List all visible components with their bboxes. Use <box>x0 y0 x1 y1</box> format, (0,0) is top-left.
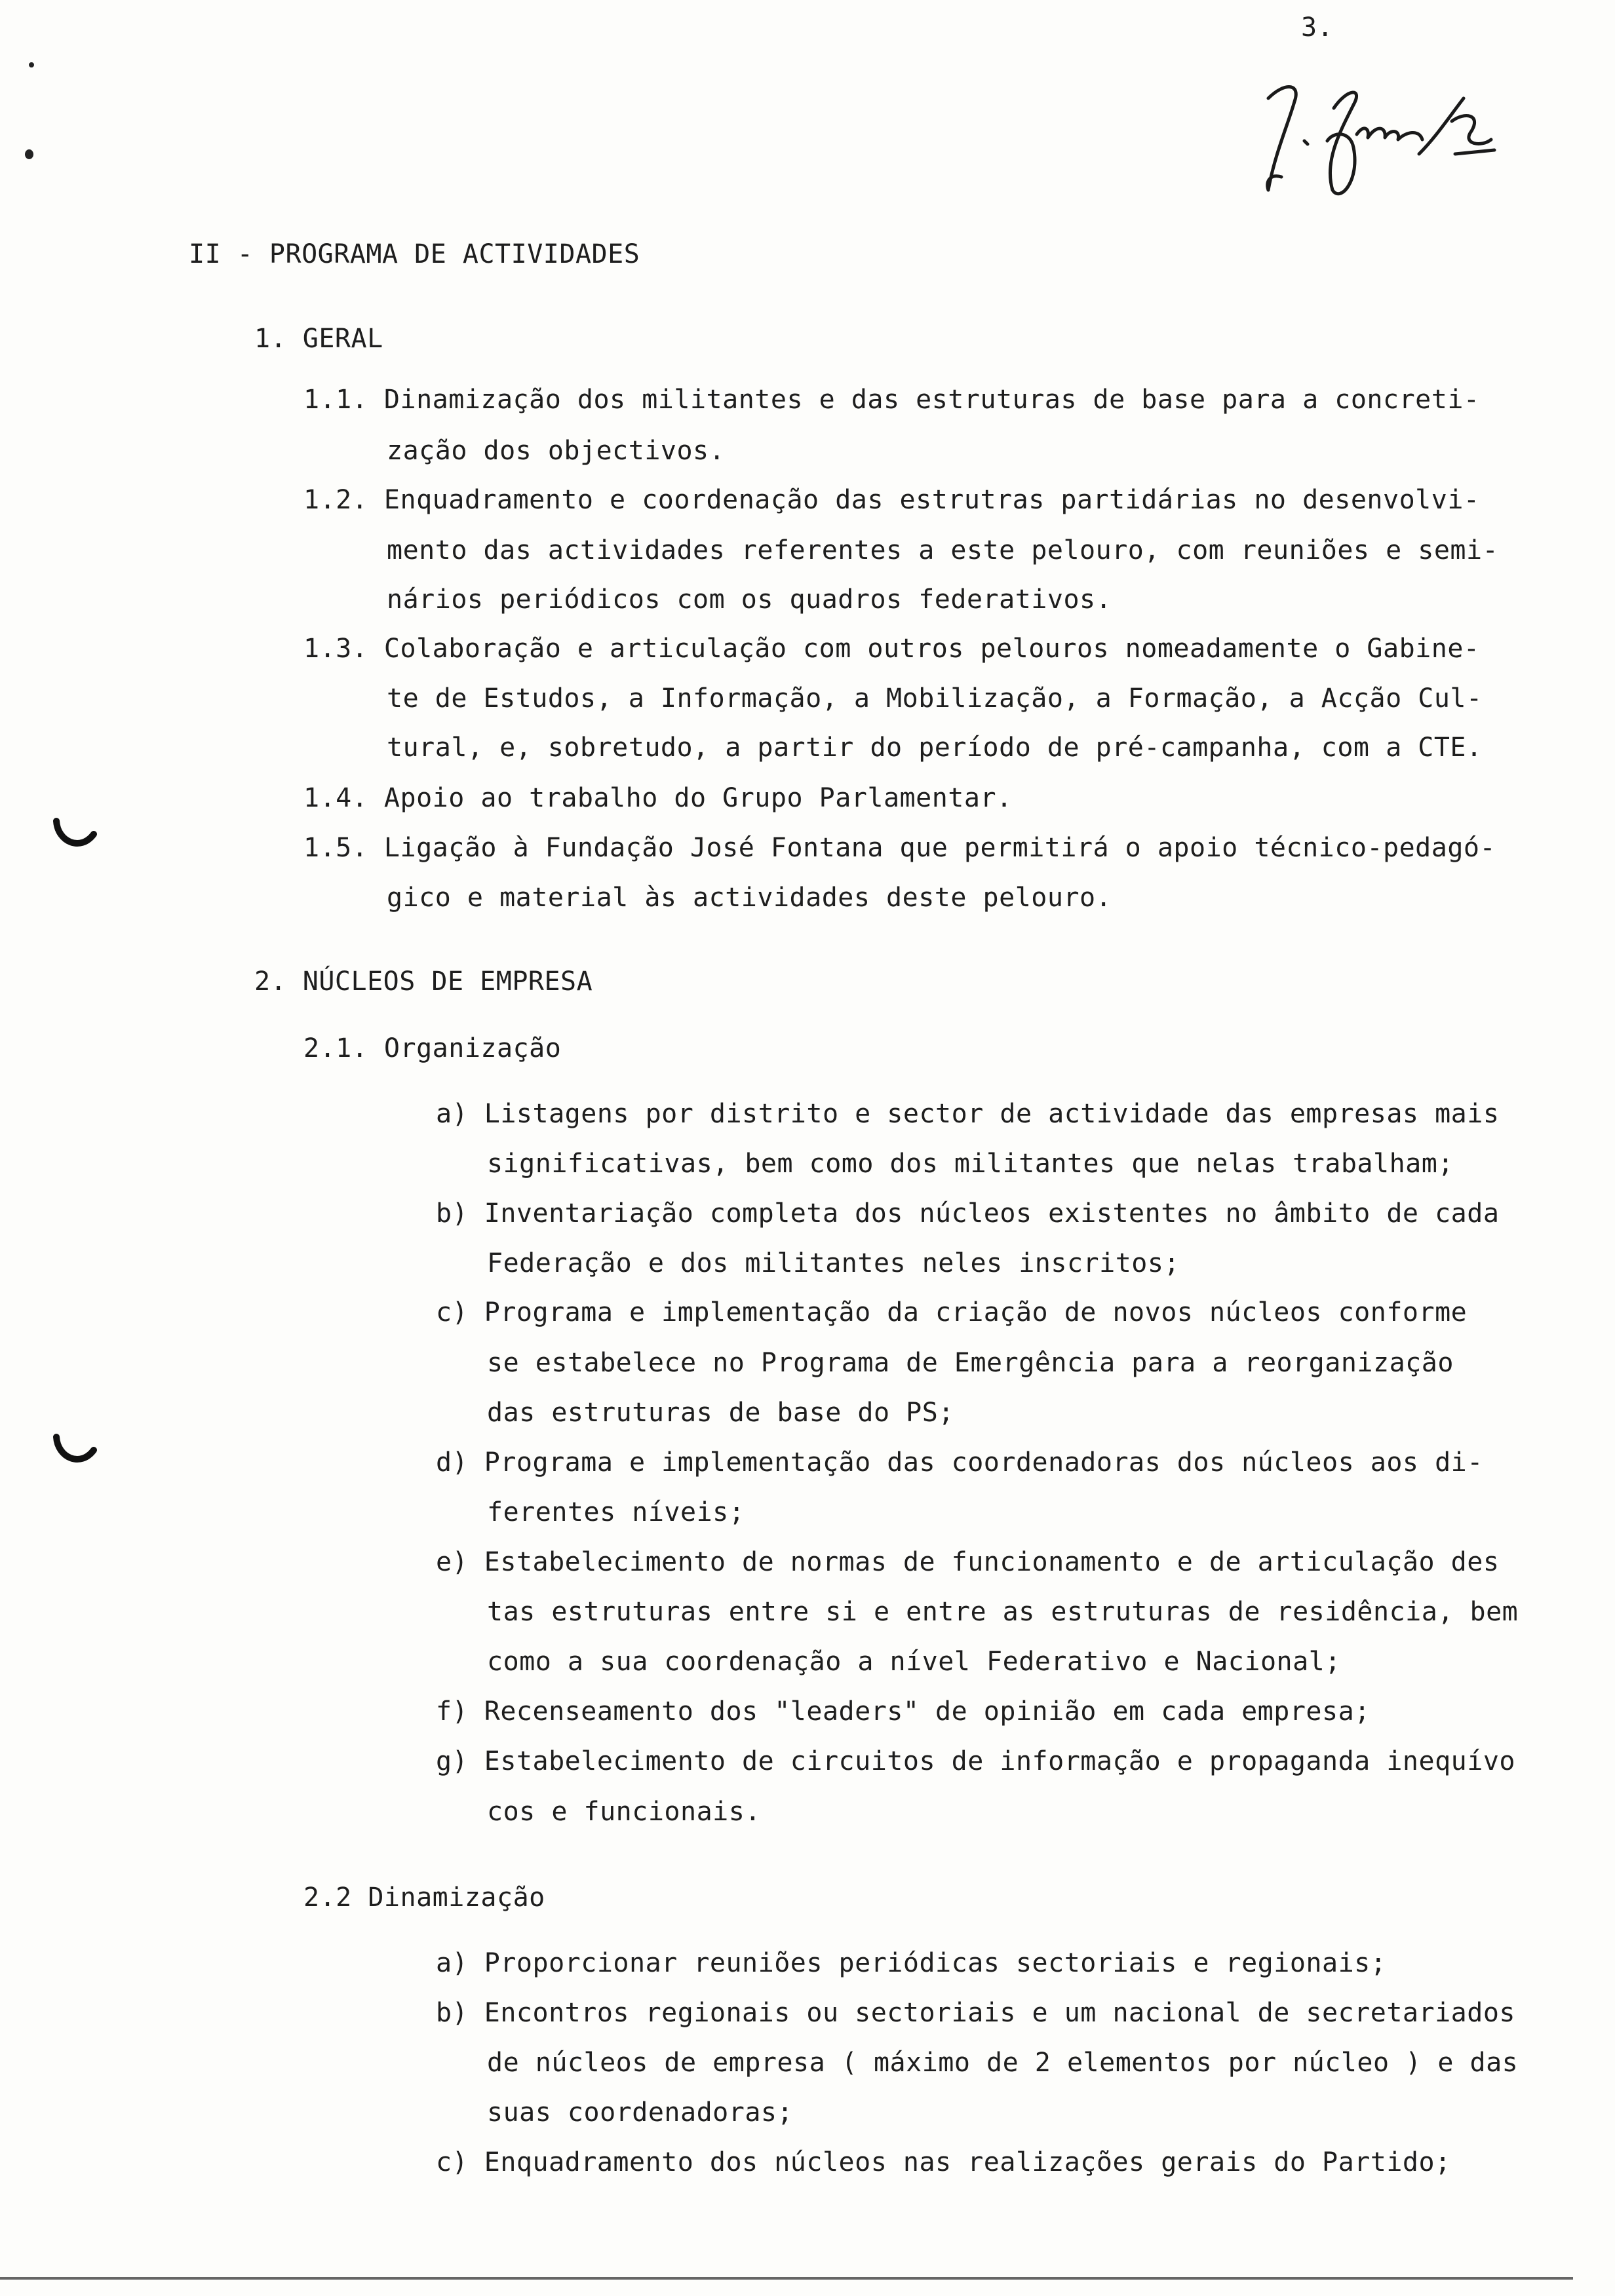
text-line: c) Programa e implementação da criação de novos núcleos conforme <box>436 1297 1468 1328</box>
punch-hole-mark <box>51 816 97 855</box>
text-line: suas coordenadoras; <box>487 2097 794 2128</box>
punch-hole-mark <box>51 1432 97 1471</box>
text-line: b) Encontros regionais ou sectoriais e um nacional de secretariados <box>436 1998 1515 2028</box>
section-title-nucleos: 2. NÚCLEOS DE EMPRESA <box>254 966 593 997</box>
margin-dot <box>25 149 33 159</box>
text-line: d) Programa e implementação das coordenadoras dos núcleos aos di- <box>436 1447 1483 1478</box>
text-line: f) Recenseamento dos "leaders" de opinião em cada empresa; <box>436 1696 1371 1727</box>
handwritten-signature <box>1255 69 1504 206</box>
subsection-title-organizacao: 2.1. Organização <box>303 1033 562 1063</box>
text-line: c) Enquadramento dos núcleos nas realizações gerais do Partido; <box>436 2147 1451 2177</box>
text-line: tural, e, sobretudo, a partir do período de pré-campanha, com a CTE. <box>387 733 1483 763</box>
text-line: e) Estabelecimento de normas de funcionamento e de articulação des <box>436 1547 1500 1577</box>
text-line: 1.4. Apoio ao trabalho do Grupo Parlamentar. <box>303 783 1013 813</box>
document-heading: II - PROGRAMA DE ACTIVIDADES <box>189 239 640 269</box>
section-title-geral: 1. GERAL <box>254 324 383 354</box>
text-line: como a sua coordenação a nível Federativo e Nacional; <box>487 1647 1341 1677</box>
text-line: das estruturas de base do PS; <box>487 1398 954 1428</box>
text-line: nários periódicos com os quadros federativos. <box>387 584 1112 615</box>
text-line: g) Estabelecimento de circuitos de informação e propaganda inequívo <box>436 1746 1515 1776</box>
text-line: cos e funcionais. <box>487 1797 761 1827</box>
text-line: a) Listagens por distrito e sector de actividade das empresas mais <box>436 1099 1500 1129</box>
text-line: 1.1. Dinamização dos militantes e das estruturas de base para a concreti- <box>303 385 1480 415</box>
text-line: Federação e dos militantes neles inscritos; <box>487 1248 1180 1278</box>
text-line: significativas, bem como dos militantes que nelas trabalham; <box>487 1149 1454 1179</box>
text-line: se estabelece no Programa de Emergência para a reorganização <box>487 1348 1454 1378</box>
text-line: tas estruturas entre si e entre as estruturas de residência, bem <box>487 1597 1519 1627</box>
subsection-title-dinamizacao: 2.2 Dinamização <box>303 1883 545 1913</box>
text-line: b) Inventariação completa dos núcleos existentes no âmbito de cada <box>436 1198 1500 1229</box>
text-line: zação dos objectivos. <box>387 436 726 466</box>
page-number: 3. <box>1301 12 1334 43</box>
text-line: 1.2. Enquadramento e coordenação das estrutras partidárias no desenvolvi- <box>303 485 1480 515</box>
text-line: 1.3. Colaboração e articulação com outros pelouros nomeadamente o Gabine- <box>303 634 1480 664</box>
text-line: de núcleos de empresa ( máximo de 2 elementos por núcleo ) e das <box>487 2048 1519 2078</box>
text-line: 1.5. Ligação à Fundação José Fontana que permitirá o apoio técnico-pedagó- <box>303 833 1496 863</box>
scan-edge-line <box>0 2277 1573 2280</box>
text-line: mento das actividades referentes a este pelouro, com reuniões e semi- <box>387 535 1499 565</box>
text-line: a) Proporcionar reuniões periódicas sectoriais e regionais; <box>436 1948 1387 1978</box>
text-line: te de Estudos, a Informação, a Mobilização, a Formação, a Acção Cul- <box>387 683 1483 714</box>
margin-dot <box>29 62 34 67</box>
text-line: ferentes níveis; <box>487 1497 745 1527</box>
text-line: gico e material às actividades deste pelouro. <box>387 883 1112 913</box>
